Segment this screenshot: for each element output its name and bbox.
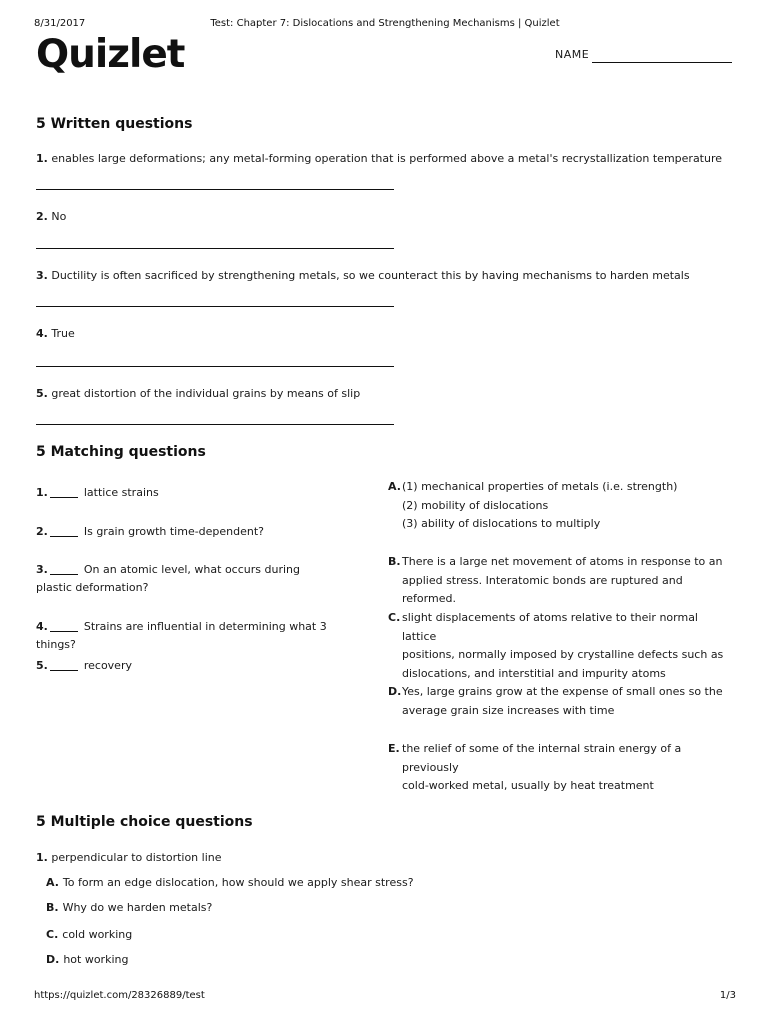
print-date: 8/31/2017 [34,18,86,29]
written-question: 4. True [36,327,75,340]
answer-line [36,248,394,249]
matching-answer: C. slight displacements of atoms relative to their normal lattice positions, normally imposed by crystalline defects such as dislocations, and interstitial and impurity atoms [388,611,724,680]
matching-answer: E. the relief of some of the internal strain energy of a previously cold-worked metal, usually by heat treatment [388,742,682,792]
answer-blank[interactable] [50,630,78,632]
choice-option[interactable]: D. hot working [46,953,129,966]
answer-blank[interactable] [50,535,78,537]
quizlet-logo: Quizlet [36,32,185,77]
written-question: 5. great distortion of the individual grains by means of slip [36,387,361,400]
answer-blank[interactable] [50,496,78,498]
print-title: Test: Chapter 7: Dislocations and Strengthening Mechanisms | Quizlet [210,18,560,29]
answer-line [36,366,394,367]
answer-line [36,189,394,190]
matching-question: 2. Is grain growth time-dependent? [36,525,265,538]
choice-option[interactable]: C. cold working [46,928,133,941]
print-footer [34,990,736,1004]
written-section-title: 5 Written questions [36,116,193,132]
matching-question: 5. recovery [36,659,132,672]
written-question: 3. Ductility is often sacrificed by strengthening metals, so we counteract this by having mechanisms to harden metals [36,269,690,282]
matching-answer: A. (1) mechanical properties of metals (i.e. strength) (2) mobility of dislocations (3) ability of dislocations to multiply [388,480,678,530]
name-field [555,48,589,61]
name-label: NAME [555,48,590,61]
multiple-choice-question: 1. perpendicular to distortion line [36,851,222,864]
answer-blank[interactable] [50,573,78,575]
matching-question: 4. Strains are influential in determining what 3 things? [36,620,327,651]
page-number: 1/3 [719,990,736,1001]
matching-question: 1. lattice strains [36,486,159,499]
multiple-choice-section-title: 5 Multiple choice questions [36,814,253,830]
answer-blank[interactable] [50,669,78,671]
matching-answer: B. There is a large net movement of atoms in response to an applied stress. Interatomic bonds are ruptured and reformed. [388,555,723,605]
print-url: https://quizlet.com/28326889/test [34,990,205,1001]
matching-section-title: 5 Matching questions [36,444,206,460]
name-line [592,62,732,63]
answer-line [36,424,394,425]
matching-question: 3. On an atomic level, what occurs during plastic deformation? [36,563,300,594]
written-question: 2. No [36,210,67,223]
choice-option[interactable]: A. To form an edge dislocation, how should we apply shear stress? [46,876,414,889]
written-question: 1. enables large deformations; any metal-forming operation that is performed above a metal's recrystallization temperature [36,152,723,165]
choice-option[interactable]: B. Why do we harden metals? [46,901,213,914]
matching-answer: D. Yes, large grains grow at the expense of small ones so the average grain size increases with time [388,685,723,717]
print-header [34,18,736,32]
answer-line [36,306,394,307]
